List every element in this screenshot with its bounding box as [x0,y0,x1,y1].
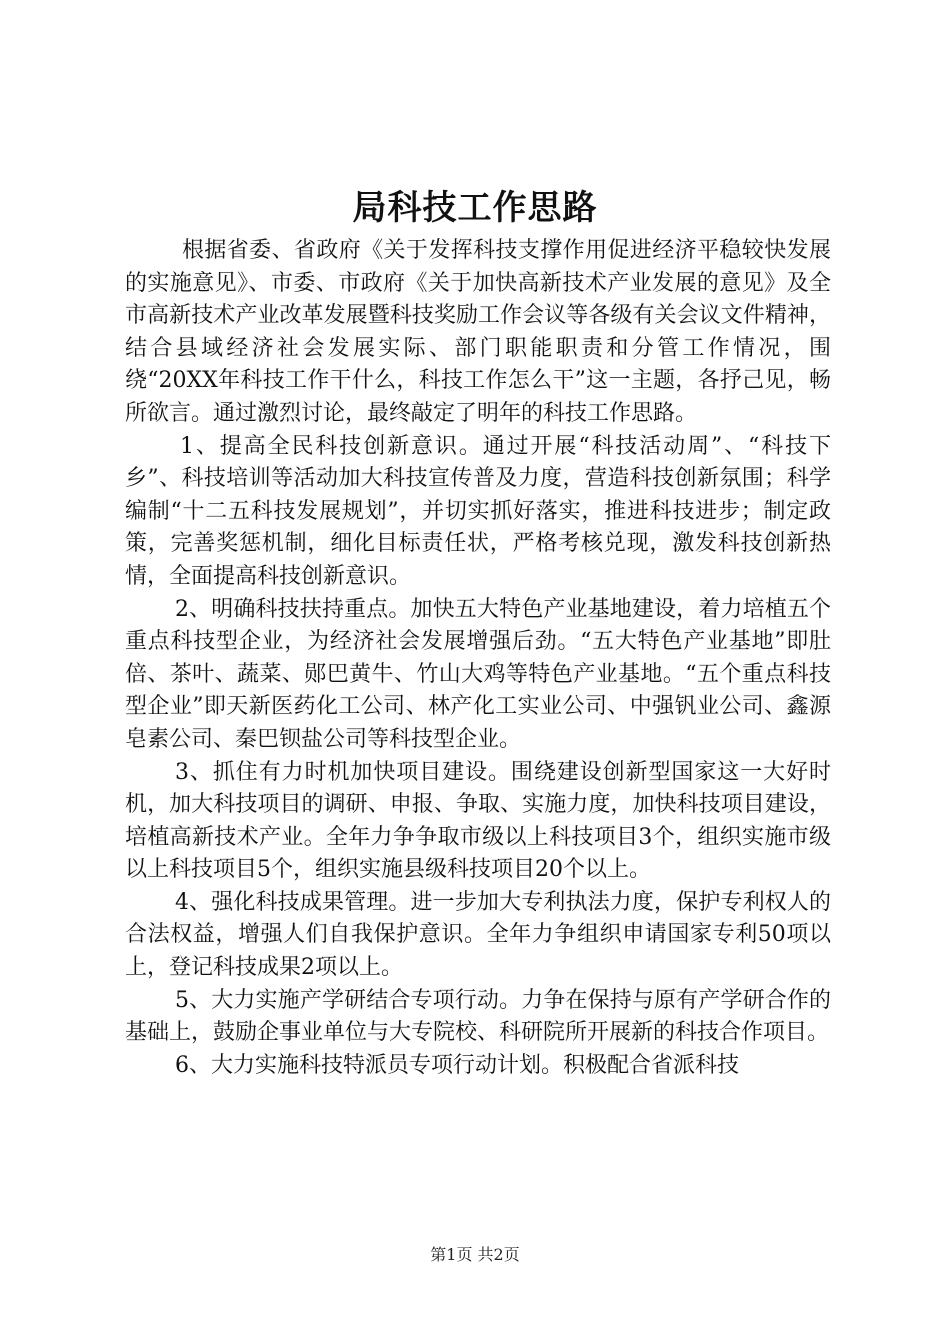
item-1-paragraph: 1、提高全民科技创新意识。通过开展“科技活动周”、“科技下乡”、科技培训等活动加大科技宣传普及力度，营造科技创新氛围；科学编制“十二五科技发展规划”，并切实抓好落实，推进科技进步；制定政策，完善奖惩机制，细化目标责任状，严格考核兑现，激发科技创新热情，全面提高科技创新意识。 [125,433,831,589]
document-body [125,235,831,1082]
item-3-paragraph: 3、抓住有力时机加快项目建设。围绕建设创新型国家这一大好时机，加大科技项目的调研、申报、争取、实施力度，加快科技项目建设，培植高新技术产业。全年力争争取市级以上科技项目3个，组织实施市级以上科技项目5个，组织实施县级科技项目20个以上。 [125,759,831,883]
document-title: 局科技工作思路 [352,188,598,228]
item-4-paragraph: 4、强化科技成果管理。进一步加大专利执法力度，保护专利权人的合法权益，增强人们自我保护意识。全年力争组织申请国家专利50项以上，登记科技成果2项以上。 [125,889,831,981]
item-2-paragraph: 2、明确科技扶持重点。加快五大特色产业基地建设，着力培植五个重点科技型企业，为经济社会发展增强后劲。“五大特色产业基地”即肚倍、茶叶、蔬菜、郧巴黄牛、竹山大鸡等特色产业基地。“五个重点科技型企业”即天新医药化工公司、林产化工实业公司、中强钒业公司、鑫源皂素公司、秦巴钡盐公司等科技型企业。 [125,596,831,752]
intro-paragraph: 根据省委、省政府《关于发挥科技支撑作用促进经济平稳较快发展的实施意见》、市委、市政府《关于加快高新技术产业发展的意见》及全市高新技术产业改革发展暨科技奖励工作会议等各级有关会议文件精神，结合县域经济社会发展实际、部门职能职责和分管工作情况，围绕“20XX年科技工作干什么，科技工作怎么干”这一主题，各抒己见，畅所欲言。通过激烈讨论，最终敲定了明年的科技工作思路。 [125,238,831,426]
item-6-paragraph: 6、大力实施科技特派员专项行动计划。积极配合省派科技 [175,1052,739,1078]
item-5-paragraph: 5、大力实施产学研结合专项行动。力争在保持与原有产学研合作的基础上，鼓励企事业单位与大专院校、科研院所开展新的科技合作项目。 [125,987,831,1046]
page-footer: 第1页 共2页 [430,1245,520,1264]
